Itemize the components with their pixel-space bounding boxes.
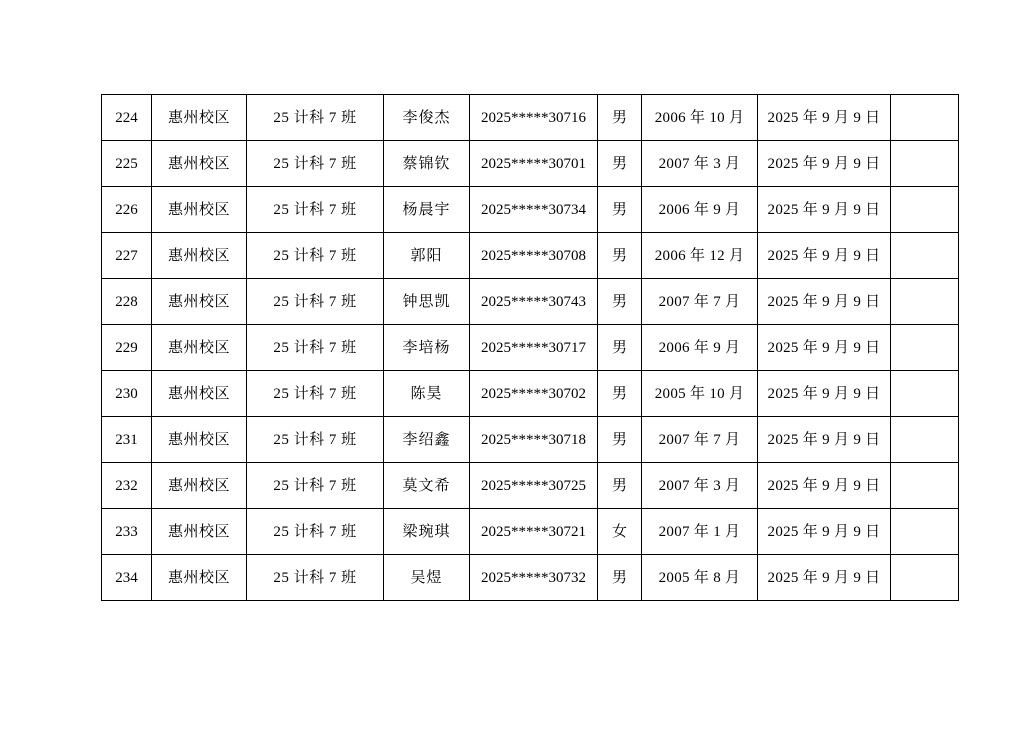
- row-index: 234: [102, 555, 152, 601]
- row-birth-date: 2006 年 9 月: [642, 325, 758, 371]
- table-row: [102, 95, 959, 141]
- row-gender: 男: [598, 187, 642, 233]
- row-index: 226: [102, 187, 152, 233]
- row-date: 2025 年 9 月 9 日: [758, 463, 891, 509]
- row-campus: 惠州校区: [152, 325, 247, 371]
- row-name: 梁琬琪: [384, 509, 470, 555]
- row-class: 25 计科 7 班: [247, 417, 384, 463]
- table-row: [102, 325, 959, 371]
- row-name: 郭阳: [384, 233, 470, 279]
- row-index: 231: [102, 417, 152, 463]
- row-gender: 男: [598, 371, 642, 417]
- row-birth-date: 2007 年 7 月: [642, 417, 758, 463]
- row-id-number: 2025*****30732: [470, 555, 598, 601]
- row-campus: 惠州校区: [152, 463, 247, 509]
- table-row: [102, 141, 959, 187]
- row-remark: [891, 233, 959, 279]
- row-index: 233: [102, 509, 152, 555]
- row-remark: [891, 509, 959, 555]
- row-remark: [891, 187, 959, 233]
- row-campus: 惠州校区: [152, 187, 247, 233]
- row-index: 225: [102, 141, 152, 187]
- row-date: 2025 年 9 月 9 日: [758, 279, 891, 325]
- row-id-number: 2025*****30708: [470, 233, 598, 279]
- row-class: 25 计科 7 班: [247, 509, 384, 555]
- row-birth-date: 2006 年 10 月: [642, 95, 758, 141]
- row-date: 2025 年 9 月 9 日: [758, 187, 891, 233]
- row-gender: 男: [598, 555, 642, 601]
- row-gender: 男: [598, 233, 642, 279]
- row-id-number: 2025*****30725: [470, 463, 598, 509]
- row-campus: 惠州校区: [152, 141, 247, 187]
- row-remark: [891, 463, 959, 509]
- row-id-number: 2025*****30701: [470, 141, 598, 187]
- row-date: 2025 年 9 月 9 日: [758, 509, 891, 555]
- row-name: 蔡锦钦: [384, 141, 470, 187]
- row-birth-date: 2007 年 1 月: [642, 509, 758, 555]
- row-birth-date: 2005 年 8 月: [642, 555, 758, 601]
- table-row: [102, 509, 959, 555]
- row-id-number: 2025*****30743: [470, 279, 598, 325]
- row-birth-date: 2007 年 7 月: [642, 279, 758, 325]
- row-id-number: 2025*****30734: [470, 187, 598, 233]
- table-row: [102, 417, 959, 463]
- row-remark: [891, 555, 959, 601]
- row-name: 莫文希: [384, 463, 470, 509]
- row-campus: 惠州校区: [152, 95, 247, 141]
- student-roster-table: [101, 94, 959, 601]
- row-index: 224: [102, 95, 152, 141]
- row-name: 李俊杰: [384, 95, 470, 141]
- row-name: 钟思凯: [384, 279, 470, 325]
- table-row: [102, 463, 959, 509]
- row-index: 230: [102, 371, 152, 417]
- table-row: [102, 187, 959, 233]
- row-campus: 惠州校区: [152, 555, 247, 601]
- row-date: 2025 年 9 月 9 日: [758, 233, 891, 279]
- row-birth-date: 2006 年 12 月: [642, 233, 758, 279]
- roster-table-container: [101, 94, 958, 601]
- row-class: 25 计科 7 班: [247, 233, 384, 279]
- roster-table-body: [102, 95, 959, 601]
- row-campus: 惠州校区: [152, 371, 247, 417]
- row-index: 232: [102, 463, 152, 509]
- row-id-number: 2025*****30702: [470, 371, 598, 417]
- row-index: 227: [102, 233, 152, 279]
- row-gender: 男: [598, 95, 642, 141]
- row-remark: [891, 325, 959, 371]
- table-row: [102, 279, 959, 325]
- row-class: 25 计科 7 班: [247, 371, 384, 417]
- row-remark: [891, 417, 959, 463]
- row-campus: 惠州校区: [152, 417, 247, 463]
- row-remark: [891, 279, 959, 325]
- row-date: 2025 年 9 月 9 日: [758, 555, 891, 601]
- row-gender: 女: [598, 509, 642, 555]
- row-remark: [891, 371, 959, 417]
- row-remark: [891, 95, 959, 141]
- row-date: 2025 年 9 月 9 日: [758, 141, 891, 187]
- row-class: 25 计科 7 班: [247, 463, 384, 509]
- row-birth-date: 2005 年 10 月: [642, 371, 758, 417]
- row-name: 李绍鑫: [384, 417, 470, 463]
- row-date: 2025 年 9 月 9 日: [758, 325, 891, 371]
- row-date: 2025 年 9 月 9 日: [758, 95, 891, 141]
- row-index: 229: [102, 325, 152, 371]
- row-index: 228: [102, 279, 152, 325]
- row-name: 李培杨: [384, 325, 470, 371]
- row-id-number: 2025*****30717: [470, 325, 598, 371]
- row-id-number: 2025*****30721: [470, 509, 598, 555]
- row-date: 2025 年 9 月 9 日: [758, 417, 891, 463]
- row-name: 陈昊: [384, 371, 470, 417]
- row-class: 25 计科 7 班: [247, 555, 384, 601]
- table-row: [102, 233, 959, 279]
- row-class: 25 计科 7 班: [247, 279, 384, 325]
- row-gender: 男: [598, 325, 642, 371]
- row-date: 2025 年 9 月 9 日: [758, 371, 891, 417]
- row-class: 25 计科 7 班: [247, 325, 384, 371]
- row-campus: 惠州校区: [152, 279, 247, 325]
- row-remark: [891, 141, 959, 187]
- row-class: 25 计科 7 班: [247, 95, 384, 141]
- row-gender: 男: [598, 279, 642, 325]
- row-campus: 惠州校区: [152, 509, 247, 555]
- row-campus: 惠州校区: [152, 233, 247, 279]
- row-id-number: 2025*****30716: [470, 95, 598, 141]
- row-name: 杨晨宇: [384, 187, 470, 233]
- table-row: [102, 555, 959, 601]
- row-gender: 男: [598, 417, 642, 463]
- row-birth-date: 2007 年 3 月: [642, 141, 758, 187]
- row-birth-date: 2007 年 3 月: [642, 463, 758, 509]
- row-birth-date: 2006 年 9 月: [642, 187, 758, 233]
- row-class: 25 计科 7 班: [247, 187, 384, 233]
- table-row: [102, 371, 959, 417]
- row-gender: 男: [598, 141, 642, 187]
- row-class: 25 计科 7 班: [247, 141, 384, 187]
- row-gender: 男: [598, 463, 642, 509]
- row-id-number: 2025*****30718: [470, 417, 598, 463]
- row-name: 吴煜: [384, 555, 470, 601]
